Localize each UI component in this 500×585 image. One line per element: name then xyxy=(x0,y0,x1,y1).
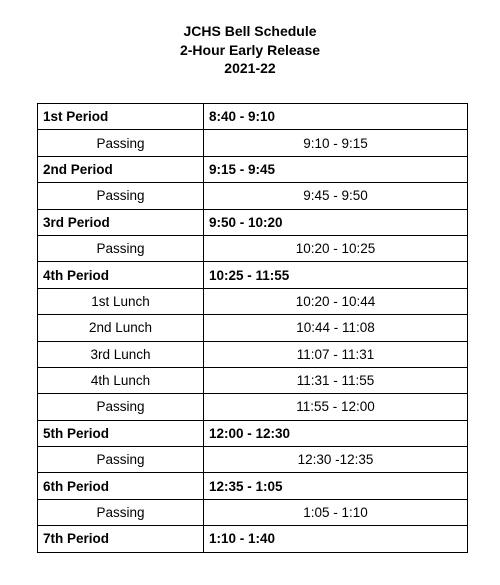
sub-row xyxy=(38,447,468,473)
sub-row xyxy=(38,499,468,525)
row-label: 1st Period xyxy=(38,104,204,130)
sub-row xyxy=(38,235,468,261)
period-row xyxy=(38,526,468,552)
page-title: JCHS Bell Schedule xyxy=(183,23,317,39)
row-time: 9:15 - 9:45 xyxy=(204,156,468,182)
row-label: 3rd Lunch xyxy=(38,341,204,367)
row-label: Passing xyxy=(38,394,204,420)
row-time: 1:05 - 1:10 xyxy=(204,499,468,525)
row-label: 2nd Lunch xyxy=(38,315,204,341)
row-time: 9:45 - 9:50 xyxy=(204,183,468,209)
row-label: 4th Lunch xyxy=(38,367,204,393)
sub-row xyxy=(38,130,468,156)
period-row xyxy=(38,209,468,235)
row-time: 10:20 - 10:44 xyxy=(204,288,468,314)
period-row xyxy=(38,104,468,130)
row-label: 4th Period xyxy=(38,262,204,288)
row-label: 1st Lunch xyxy=(38,288,204,314)
row-label: Passing xyxy=(38,235,204,261)
bell-schedule-table xyxy=(37,103,468,553)
period-row xyxy=(38,156,468,182)
row-time: 11:55 - 12:00 xyxy=(204,394,468,420)
row-time: 8:40 - 9:10 xyxy=(204,104,468,130)
row-label: 3rd Period xyxy=(38,209,204,235)
row-time: 11:31 - 11:55 xyxy=(204,367,468,393)
sub-row xyxy=(38,341,468,367)
row-label: 5th Period xyxy=(38,420,204,446)
sub-row xyxy=(38,367,468,393)
period-row xyxy=(38,262,468,288)
row-time: 10:25 - 11:55 xyxy=(204,262,468,288)
sub-row xyxy=(38,315,468,341)
sub-row xyxy=(38,394,468,420)
period-row xyxy=(38,420,468,446)
schedule-body xyxy=(38,104,468,553)
row-time: 12:30 -12:35 xyxy=(204,447,468,473)
page-subtitle: 2-Hour Early Release xyxy=(179,41,321,58)
row-time: 10:20 - 10:25 xyxy=(204,235,468,261)
sub-row xyxy=(38,183,468,209)
row-label: Passing xyxy=(38,130,204,156)
row-label: 2nd Period xyxy=(38,156,204,182)
row-label: 6th Period xyxy=(38,473,204,499)
school-year: 2021-22 xyxy=(224,60,276,76)
row-time: 12:00 - 12:30 xyxy=(204,420,468,446)
row-time: 9:50 - 10:20 xyxy=(204,209,468,235)
period-row xyxy=(38,473,468,499)
row-time: 10:44 - 11:08 xyxy=(204,315,468,341)
row-time: 1:10 - 1:40 xyxy=(204,526,468,552)
sub-row xyxy=(38,288,468,314)
row-time: 12:35 - 1:05 xyxy=(204,473,468,499)
row-time: 11:07 - 11:31 xyxy=(204,341,468,367)
row-time: 9:10 - 9:15 xyxy=(204,130,468,156)
row-label: 7th Period xyxy=(38,526,204,552)
schedule-header xyxy=(0,22,500,78)
row-label: Passing xyxy=(38,499,204,525)
row-label: Passing xyxy=(38,183,204,209)
row-label: Passing xyxy=(38,447,204,473)
